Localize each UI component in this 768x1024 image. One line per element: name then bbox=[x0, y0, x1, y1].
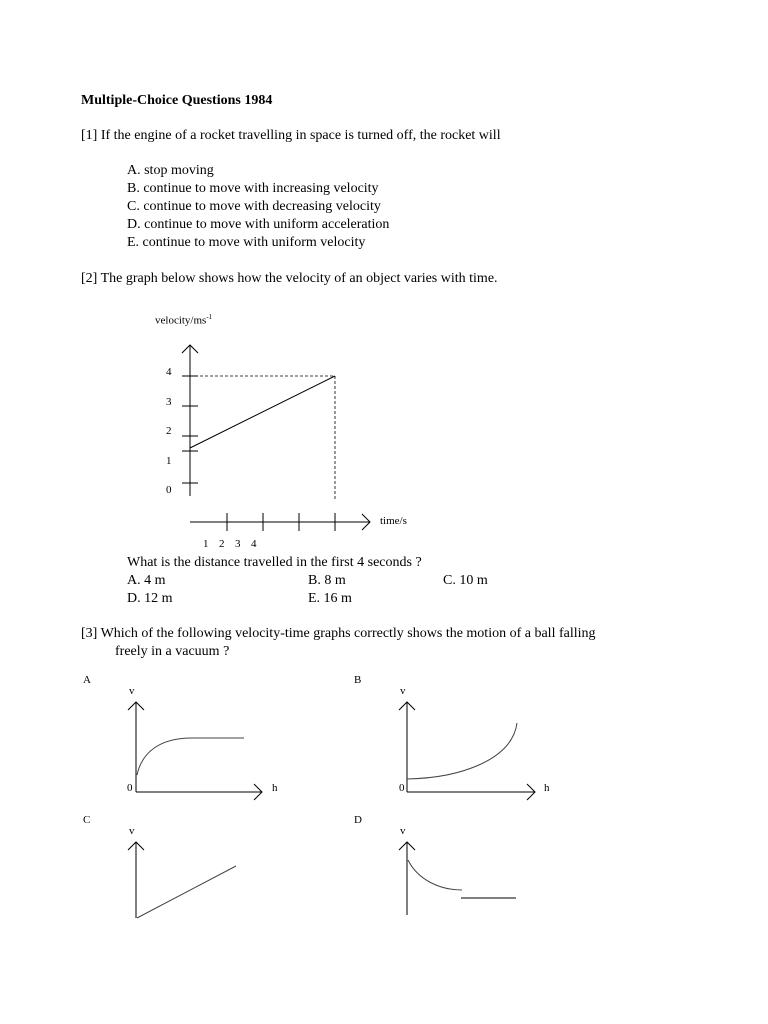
graph-a-curve bbox=[137, 738, 244, 775]
graph-b-origin: 0 bbox=[399, 782, 405, 794]
x-tick-label-2: 2 bbox=[219, 538, 225, 550]
graph-c-letter: C bbox=[83, 814, 91, 826]
y-tick-label-1: 1 bbox=[166, 455, 172, 467]
graph-d-letter: D bbox=[354, 814, 362, 826]
graph-a-xlabel: h bbox=[272, 782, 278, 794]
question-1-stem: [1] If the engine of a rocket travelling in space is turned off, the rocket will bbox=[81, 128, 501, 143]
graph-d-curve bbox=[408, 860, 462, 890]
graph-c-ylabel: v bbox=[129, 825, 135, 837]
graph-d bbox=[399, 842, 516, 915]
graph-b-xlabel: h bbox=[544, 782, 550, 794]
q1-option-b: B. continue to move with increasing velocity bbox=[127, 181, 379, 196]
q1-option-a: A. stop moving bbox=[127, 163, 214, 178]
y-tick-label-0: 0 bbox=[166, 484, 172, 496]
x-tick-label-4: 4 bbox=[251, 538, 257, 550]
question-3-stem-line1: [3] Which of the following velocity-time graphs correctly shows the motion of a ball falling bbox=[81, 626, 596, 641]
graph-a-ylabel: v bbox=[129, 685, 135, 697]
y-tick-label-4: 4 bbox=[166, 366, 172, 378]
graph-a bbox=[128, 702, 262, 800]
q2-option-b: B. 8 m bbox=[308, 573, 346, 588]
graph-b-ylabel: v bbox=[400, 685, 406, 697]
q2-option-d: D. 12 m bbox=[127, 591, 173, 606]
x-tick-label-3: 3 bbox=[235, 538, 241, 550]
graph-d-ylabel: v bbox=[400, 825, 406, 837]
q1-option-d: D. continue to move with uniform acceleration bbox=[127, 217, 390, 232]
graph-c-line bbox=[137, 866, 236, 918]
q1-option-c: C. continue to move with decreasing velocity bbox=[127, 199, 381, 214]
q2-question: What is the distance travelled in the first 4 seconds ? bbox=[127, 555, 422, 570]
graph-c bbox=[128, 842, 236, 918]
question-3-stem-line2: freely in a vacuum ? bbox=[115, 644, 230, 659]
graph-a-origin: 0 bbox=[127, 782, 133, 794]
page-title: Multiple-Choice Questions 1984 bbox=[81, 93, 273, 108]
q1-option-e: E. continue to move with uniform velocity bbox=[127, 235, 366, 250]
q2-graph-xlabel: time/s bbox=[380, 515, 407, 527]
question-2-stem: [2] The graph below shows how the velocity of an object varies with time. bbox=[81, 271, 498, 286]
q2-graph-ylabel: velocity/$ms^{-1}$ bbox=[155, 313, 213, 327]
graph-b-curve bbox=[407, 723, 517, 779]
y-tick-label-3: 3 bbox=[166, 396, 172, 408]
x-tick-label-1: 1 bbox=[203, 538, 209, 550]
q2-option-a: A. 4 m bbox=[127, 573, 166, 588]
graph-a-letter: A bbox=[83, 674, 91, 686]
q2-option-c: C. 10 m bbox=[443, 573, 488, 588]
y-tick-label-2: 2 bbox=[166, 425, 172, 437]
q2-option-e: E. 16 m bbox=[308, 591, 352, 606]
graph-b bbox=[399, 702, 535, 800]
graph-b-letter: B bbox=[354, 674, 362, 686]
